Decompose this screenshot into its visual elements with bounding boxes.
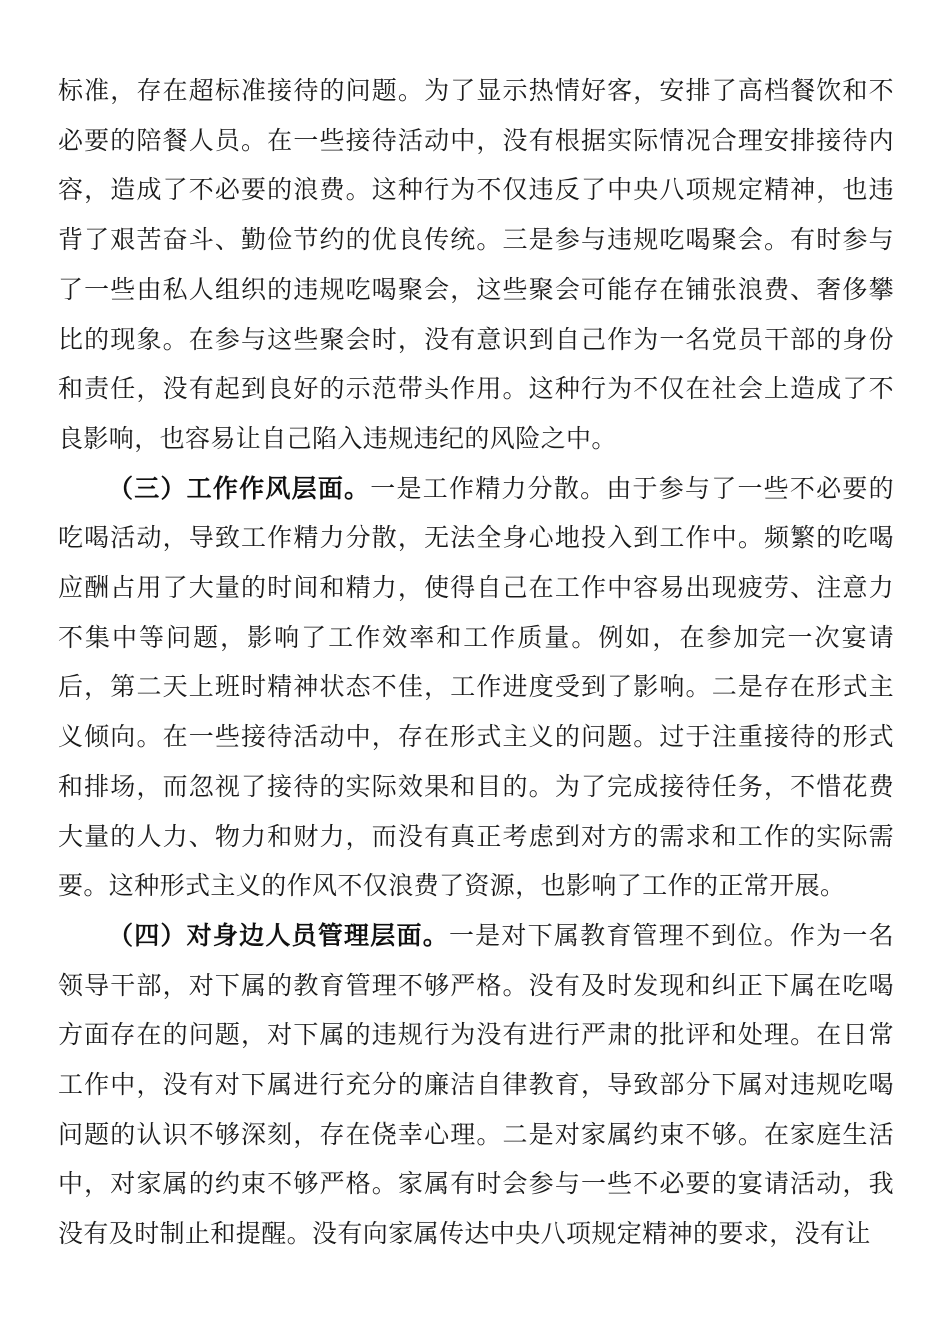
section-heading-work-style: （三）工作作风层面。	[108, 473, 371, 503]
paragraph-work-style	[58, 464, 894, 911]
paragraph-text: 一是工作精力分散。由于参与了一些不必要的吃喝活动，导致工作精力分散，无法全身心地投入到工作中。频繁的吃喝应酬占用了大量的时间和精力，使得自己在工作中容易出现疲劳、注意力不集中等问题，影响了工作效率和工作质量。例如，在参加完一次宴请后，第二天上班时精神状态不佳，工作进度受到了影响。二是存在形式主义倾向。在一些接待活动中，存在形式主义的问题。过于注重接待的形式和排场，而忽视了接待的实际效果和目的。为了完成接待任务，不惜花费大量的人力、物力和财力，而没有真正考虑到对方的需求和工作的实际需要。这种形式主义的作风不仅浪费了资源，也影响了工作的正常开展。	[58, 473, 894, 901]
paragraph-text: 标准，存在超标准接待的问题。为了显示热情好客，安排了高档餐饮和不必要的陪餐人员。在一些接待活动中，没有根据实际情况合理安排接待内容，造成了不必要的浪费。这种行为不仅违反了中央八项规定精神，也违背了艰苦奋斗、勤俭节约的优良传统。三是参与违规吃喝聚会。有时参与了一些由私人组织的违规吃喝聚会，这些聚会可能存在铺张浪费、奢侈攀比的现象。在参与这些聚会时，没有意识到自己作为一名党员干部的身份和责任，没有起到良好的示范带头作用。这种行为不仅在社会上造成了不良影响，也容易让自己陷入违规违纪的风险之中。	[58, 76, 894, 453]
section-heading-staff-management: （四）对身边人员管理层面。	[108, 920, 449, 950]
paragraph-text: 一是对下属教育管理不到位。作为一名领导干部，对下属的教育管理不够严格。没有及时发现和纠正下属在吃喝方面存在的问题，对下属的违规行为没有进行严肃的批评和处理。在日常工作中，没有对下属进行充分的廉洁自律教育，导致部分下属对违规吃喝问题的认识不够深刻，存在侥幸心理。二是对家属约束不够。在家庭生活中，对家属的约束不够严格。家属有时会参与一些不必要的宴请活动，我没有及时制止和提醒。没有向家属传达中央八项规定精神的要求，没有让	[58, 920, 894, 1249]
document-body	[58, 66, 894, 1259]
paragraph-continuation	[58, 66, 894, 464]
paragraph-staff-management	[58, 911, 894, 1259]
